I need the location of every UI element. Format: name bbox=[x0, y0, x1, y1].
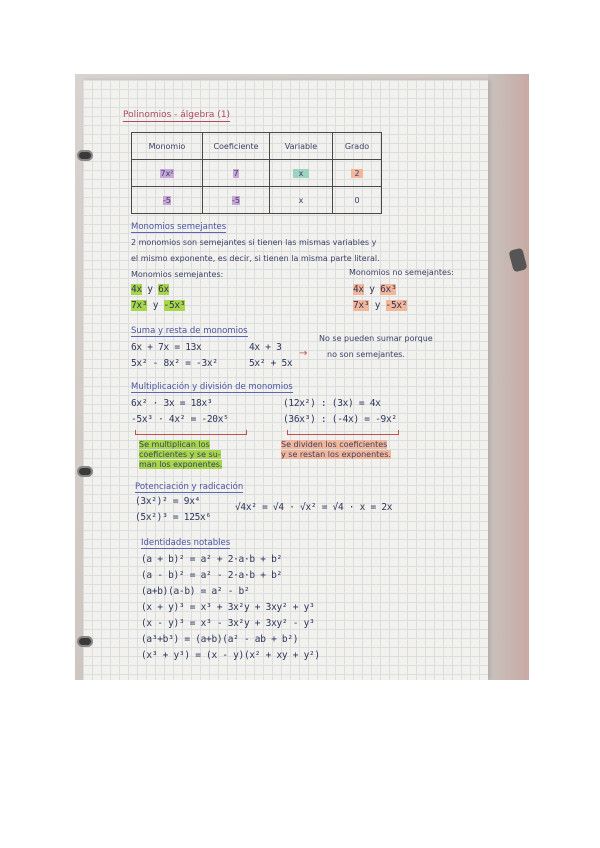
equation-line: -5x³ · 4x² = -20x⁵ bbox=[131, 414, 229, 425]
table-cell bbox=[270, 160, 333, 187]
equation-line: 4x + 3 bbox=[249, 342, 282, 353]
underbrace bbox=[135, 430, 247, 435]
example-line bbox=[131, 284, 169, 295]
cell-variable: x bbox=[298, 195, 304, 205]
monomio-table bbox=[131, 132, 382, 214]
note-line bbox=[139, 440, 210, 449]
note-line bbox=[281, 450, 391, 459]
note-line bbox=[281, 440, 387, 449]
cell-grado: 0 bbox=[354, 195, 360, 205]
table-header: Coeficiente bbox=[203, 133, 270, 160]
note-line bbox=[139, 450, 221, 459]
example-line bbox=[131, 300, 185, 311]
equation-line: (12x²) : (3x) = 4x bbox=[283, 398, 381, 409]
note-text: y se restan los exponentes. bbox=[281, 450, 391, 459]
monomio: -5x² bbox=[385, 300, 408, 311]
monomio: 4x bbox=[131, 284, 142, 295]
note-text: Se multiplican los bbox=[139, 440, 210, 449]
equation-line: 6x + 7x = 13x bbox=[131, 342, 202, 353]
table-cell bbox=[203, 160, 270, 187]
section-heading: Multiplicación y división de monomios bbox=[131, 382, 293, 392]
identity-line: (a+b)(a-b) = a² - b² bbox=[141, 586, 250, 597]
arrow-icon: → bbox=[299, 348, 308, 359]
table-cell bbox=[333, 187, 382, 214]
section-heading: Potenciación y radicación bbox=[135, 482, 244, 492]
cell-coeficiente: 7 bbox=[233, 168, 239, 178]
underbrace bbox=[287, 430, 399, 435]
cell-grado: 2 bbox=[351, 169, 362, 178]
conjunction: y bbox=[147, 284, 153, 295]
equation-line: 5x² - 8x² = -3x² bbox=[131, 358, 218, 369]
equation-line: 6x² · 3x = 18x³ bbox=[131, 398, 213, 409]
monomio: 4x bbox=[353, 284, 364, 295]
conjunction: y bbox=[369, 284, 375, 295]
note-text: Se dividen los coeficientes bbox=[281, 440, 388, 449]
identity-line: (a - b)² = a² - 2·a·b + b² bbox=[141, 570, 282, 581]
cell-monomio: 7x² bbox=[160, 168, 174, 178]
monomio: 7x³ bbox=[353, 300, 370, 311]
table-header-row bbox=[132, 133, 382, 160]
section-heading: Suma y resta de monomios bbox=[131, 326, 248, 336]
identity-line: (a³+b³) = (a+b)(a² - ab + b²) bbox=[141, 634, 299, 645]
background-shade bbox=[488, 74, 529, 680]
notebook-page bbox=[83, 80, 488, 680]
table-cell bbox=[270, 187, 333, 214]
example-line bbox=[353, 300, 407, 311]
monomio: -5x³ bbox=[163, 300, 186, 311]
note-line: No se pueden sumar porque bbox=[319, 334, 433, 343]
cell-monomio: -5 bbox=[163, 195, 171, 205]
identity-line: (x + y)³ = x³ + 3x²y + 3xy² + y³ bbox=[141, 602, 315, 613]
identity-line: (a + b)² = a² + 2·a·b + b² bbox=[141, 554, 282, 565]
notebook-photo bbox=[75, 74, 529, 680]
table-cell bbox=[132, 187, 203, 214]
note-line bbox=[139, 460, 222, 469]
definition-line: 2 monomios son semejantes si tienen las mismas variables y bbox=[131, 238, 377, 247]
cell-coeficiente: -5 bbox=[232, 195, 240, 205]
conjunction: y bbox=[374, 300, 381, 311]
binder-hole bbox=[77, 150, 93, 161]
page-title-text: Polinomios - álgebra (1) bbox=[123, 110, 231, 120]
note-line: no son semejantes. bbox=[327, 350, 405, 359]
cell-variable: x bbox=[293, 169, 310, 178]
table-cell bbox=[132, 160, 203, 187]
monomio: 6x bbox=[158, 284, 169, 295]
note-text: coeficientes y se su- bbox=[139, 450, 221, 459]
table-header: Monomio bbox=[132, 133, 203, 160]
table-row bbox=[132, 187, 382, 214]
binder-hole bbox=[77, 466, 93, 477]
section-heading: Monomios semejantes bbox=[131, 222, 227, 232]
definition-line: el mismo exponente, es decir, si tienen la misma parte literal. bbox=[131, 254, 380, 263]
table-row bbox=[132, 160, 382, 187]
page-title bbox=[123, 110, 230, 120]
semejantes-label: Monomios semejantes: bbox=[131, 270, 224, 279]
equation-line: (36x³) : (-4x) = -9x² bbox=[283, 414, 397, 425]
conjunction: y bbox=[152, 300, 159, 311]
monomio: 6x³ bbox=[380, 284, 397, 295]
equation-line: √4x² = √4 · √x² = √4 · x = 2x bbox=[235, 502, 393, 513]
binder-hole bbox=[77, 636, 93, 647]
identity-line: (x³ + y³) = (x - y)(x² + xy + y²) bbox=[141, 650, 320, 661]
example-line bbox=[353, 284, 396, 295]
equation-line: 5x² + 5x bbox=[249, 358, 293, 369]
equation-line: (5x²)³ = 125x⁶ bbox=[135, 512, 211, 523]
table-cell bbox=[333, 160, 382, 187]
section-heading: Identidades notables bbox=[141, 538, 231, 548]
table-header: Variable bbox=[270, 133, 333, 160]
note-text: man los exponentes. bbox=[139, 460, 223, 469]
no-semejantes-label: Monomios no semejantes: bbox=[349, 268, 454, 277]
table-cell bbox=[203, 187, 270, 214]
identity-line: (x - y)³ = x³ - 3x²y + 3xy² - y³ bbox=[141, 618, 315, 629]
monomio: 7x³ bbox=[131, 300, 148, 311]
table-header: Grado bbox=[333, 133, 382, 160]
equation-line: (3x²)² = 9x⁴ bbox=[135, 496, 201, 507]
